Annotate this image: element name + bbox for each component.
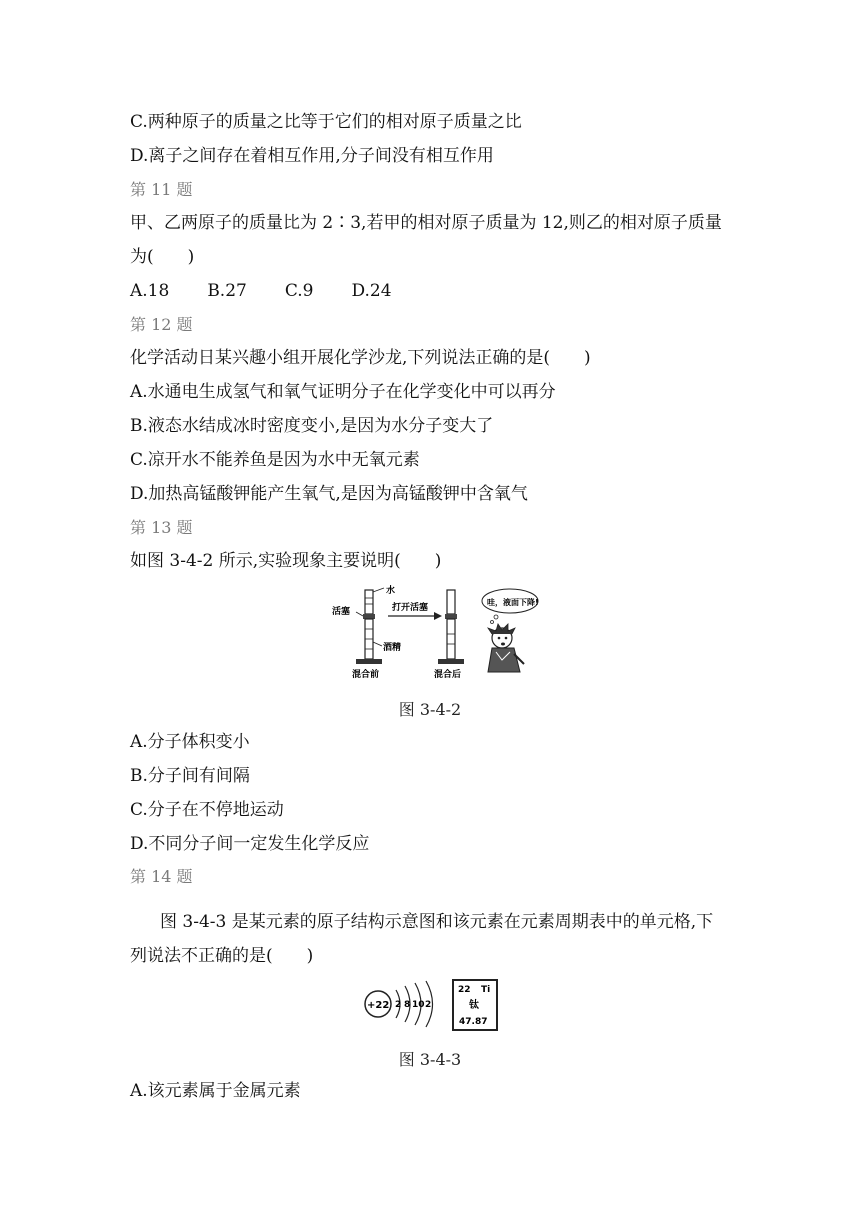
shell-electrons-1: 2 [395,1000,402,1010]
q11-option-d: D.24 [351,281,392,301]
q14-heading: 第 14 题 [130,867,193,886]
upper-tube-after [447,590,455,614]
student-hair [488,624,515,634]
q12-option-a: A.水通电生成氢气和氧气证明分子在化学变化中可以再分 [130,382,556,402]
element-name: 钛 [469,1000,479,1011]
nucleus-charge: +22 [367,1000,390,1011]
lower-tube-after [447,619,455,659]
speech-text: 哇，液面下降! [487,598,539,607]
figure-3-4-3-caption: 图 3-4-3 [398,1050,462,1069]
q13-stem: 如图 3-4-2 所示,实验现象主要说明( ) [130,551,442,571]
q12-heading: 第 12 题 [130,315,193,334]
q11-option-a: A.18 [130,281,170,301]
mixing-experiment-diagram [330,584,540,680]
q12-option-c: C.凉开水不能养鱼是因为水中无氧元素 [130,450,420,470]
label-before: 混合前 [352,670,380,680]
q13-option-b: B.分子间有间隔 [130,766,250,786]
q13-option-c: C.分子在不停地运动 [130,800,284,820]
stopcock-before [363,614,375,619]
q11-heading: 第 11 题 [130,180,193,199]
shell-electrons-4: 2 [425,1000,432,1010]
q12-option-d: D.加热高锰酸钾能产生氧气,是因为高锰酸钾中含氧气 [130,484,528,504]
q12-option-b: B.液态水结成冰时密度变小,是因为水分子变大了 [130,416,494,436]
label-after: 混合后 [434,670,462,680]
q13-heading: 第 13 题 [130,518,193,537]
shell-electrons-3: 10 [412,1000,425,1010]
q11-stem-line1: 甲、乙两原子的质量比为 2∶3,若甲的相对原子质量为 12,则乙的相对原子质量 [130,213,722,233]
arrow-head [434,612,442,620]
stopcock-after [445,614,457,619]
label-alcohol: 酒精 [383,643,402,653]
stand-base-after [438,659,464,664]
q14-option-a: A.该元素属于金属元素 [130,1081,301,1101]
q14-stem-line2: 列说法不正确的是( ) [130,946,314,966]
q12-stem: 化学活动日某兴趣小组开展化学沙龙,下列说法正确的是( ) [130,348,591,368]
label-open-stopcock: 打开活塞 [392,603,429,613]
atomic-mass: 47.87 [459,1017,488,1027]
element-symbol: Ti [481,985,491,995]
student-body [488,648,520,672]
figure-3-4-2-caption: 图 3-4-2 [398,700,462,719]
figure-3-4-2 [330,584,540,680]
stand-base-before [356,659,382,664]
label-stopcock: 活塞 [332,607,351,617]
upper-tube-before [365,590,373,614]
q11-stem-line2: 为( ) [130,247,195,267]
q11-options [130,280,430,302]
q14-stem-line1: 图 3-4-3 是某元素的原子结构示意图和该元素在元素周期表中的单元格,下 [160,912,714,932]
q11-option-c: C.9 [284,281,314,301]
q11-option-b: B.27 [207,281,247,301]
q10-option-d: D.离子之间存在着相互作用,分子间没有相互作用 [130,146,494,166]
q13-option-d: D.不同分子间一定发生化学反应 [130,834,370,854]
atomic-number: 22 [458,985,471,995]
shell-electrons-2: 8 [404,1000,411,1010]
q10-option-c: C.两种原子的质量之比等于它们的相对原子质量之比 [130,112,522,132]
figure-3-4-3 [360,978,500,1034]
titanium-atom-and-cell [360,978,500,1034]
label-water: 水 [386,586,396,596]
q13-option-a: A.分子体积变小 [130,732,250,752]
